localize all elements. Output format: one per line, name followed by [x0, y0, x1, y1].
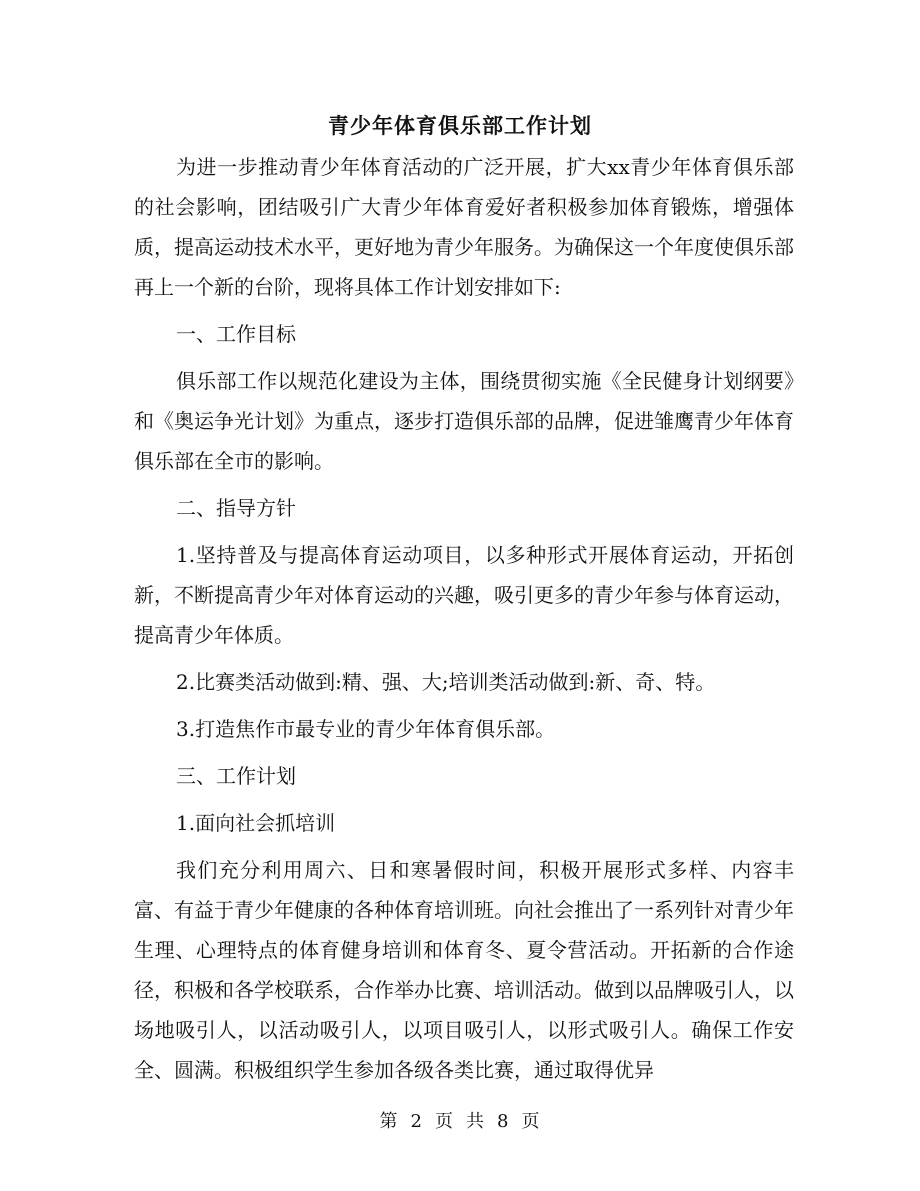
section-heading-guidelines: 二、指导方针 — [176, 496, 296, 520]
paragraph-guideline-1: 1.坚持普及与提高体育运动项目，以多种形式开展体育运动，开拓创新，不断提高青少年对体育运动的兴趣，吸引更多的青少年参与体育运动，提高青少年体质。 — [134, 543, 794, 647]
footer-total-word: 共 — [466, 1111, 485, 1132]
document-title: 青少年体育俱乐部工作计划 — [328, 113, 592, 138]
footer-suffix: 页 — [521, 1111, 541, 1132]
footer-current-page: 2 — [410, 1111, 423, 1132]
paragraph-guideline-2: 2.比赛类活动做到:精、强、大;培训类活动做到:新、奇、特。 — [176, 670, 716, 694]
paragraph-goals: 俱乐部工作以规范化建设为主体，围绕贯彻实施《全民健身计划纲要》和《奥运争光计划》为重点，逐步打造俱乐部的品牌，促进雏鹰青少年体育俱乐部在全市的影响。 — [134, 369, 794, 473]
section-heading-goals: 一、工作目标 — [176, 322, 296, 346]
document-body — [134, 147, 794, 1097]
subsection-heading-training: 1.面向社会抓培训 — [176, 811, 336, 835]
paragraph-intro: 为进一步推动青少年体育活动的广泛开展，扩大xx青少年体育俱乐部的社会影响，团结吸引广大青少年体育爱好者积极参加体育锻炼，增强体质，提高运动技术水平，更好地为青少年服务。为确保这一个年度使俱乐部再上一个新的台阶，现将具体工作计划安排如下: — [134, 155, 794, 299]
page-footer — [0, 1108, 920, 1136]
footer-total-pages: 8 — [497, 1111, 510, 1132]
footer-prefix: 第 — [379, 1111, 399, 1132]
footer-page-word: 页 — [435, 1111, 454, 1132]
section-heading-plan: 三、工作计划 — [176, 764, 296, 788]
paragraph-training: 我们充分利用周六、日和寒暑假时间，积极开展形式多样、内容丰富、有益于青少年健康的各种体育培训班。向社会推出了一系列针对青少年生理、心理特点的体育健身培训和体育冬、夏令营活动。开拓新的合作途径，积极和各学校联系，合作举办比赛、培训活动。做到以品牌吸引人，以场地吸引人，以活动吸引人，以项目吸引人，以形式吸引人。确保工作安全、圆满。积极组织学生参加各级各类比赛，通过取得优异 — [134, 858, 794, 1082]
paragraph-guideline-3: 3.打造焦作市最专业的青少年体育俱乐部。 — [176, 717, 556, 741]
